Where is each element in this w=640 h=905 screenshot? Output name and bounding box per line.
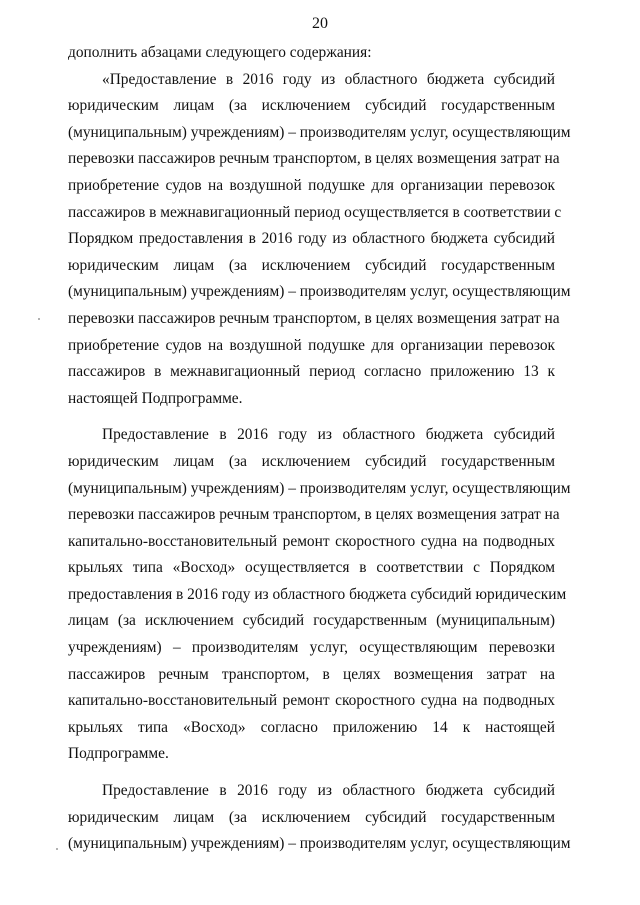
text-line: перевозки пассажиров речным транспортом, в целях возмещения затрат на bbox=[68, 309, 560, 327]
text-line: (муниципальным) учреждениям) – производителям услуг, осуществляющим bbox=[68, 835, 571, 853]
text-line: «Предоставление в 2016 году из областного бюджета субсидий bbox=[102, 70, 555, 88]
page-number: 20 bbox=[312, 15, 328, 32]
text-line: учреждениям) – производителям услуг, осуществляющим перевозки bbox=[68, 639, 555, 657]
text-line: перевозки пассажиров речным транспортом, в целях возмещения затрат на bbox=[68, 506, 560, 524]
text-line: (муниципальным) учреждениям) – производителям услуг, осуществляющим bbox=[68, 479, 571, 497]
text-line: настоящей Подпрограмме. bbox=[68, 389, 243, 407]
text-line: крыльях типа «Восход» согласно приложению 14 к настоящей bbox=[68, 718, 555, 736]
text-line: капитально-восстановительный ремонт скоростного судна на подводных bbox=[68, 532, 555, 550]
text-line: Предоставление в 2016 году из областного бюджета субсидий bbox=[102, 426, 555, 444]
text-line: предоставления в 2016 году из областного бюджета субсидий юридическим bbox=[68, 585, 567, 603]
text-line: капитально-восстановительный ремонт скоростного судна на подводных bbox=[68, 692, 555, 710]
text-line: (муниципальным) учреждениям) – производителям услуг, осуществляющим bbox=[68, 123, 571, 141]
paragraph-gap bbox=[68, 412, 555, 422]
text-line: юридическим лицам (за исключением субсидий государственным bbox=[68, 97, 555, 115]
text-line: лицам (за исключением субсидий государственным (муниципальным) bbox=[68, 612, 555, 630]
paragraph bbox=[68, 67, 571, 413]
scan-speck bbox=[56, 848, 58, 850]
text-line: приобретение судов на воздушной подушке для организации перевозок bbox=[68, 336, 555, 354]
paragraph bbox=[68, 778, 571, 858]
text-line: перевозки пассажиров речным транспортом, в целях возмещения затрат на bbox=[68, 150, 560, 168]
paragraph-gap bbox=[68, 768, 555, 778]
text-line: Порядком предоставления в 2016 году из областного бюджета субсидий bbox=[68, 230, 555, 248]
text-line: (муниципальным) учреждениям) – производителям услуг, осуществляющим bbox=[68, 283, 571, 301]
text-line: пассажиров в межнавигационный период согласно приложению 13 к bbox=[68, 363, 555, 381]
text-line: юридическим лицам (за исключением субсидий государственным bbox=[68, 808, 555, 826]
document-body bbox=[68, 40, 571, 858]
text-line: юридическим лицам (за исключением субсидий государственным bbox=[68, 452, 555, 470]
text-line: Предоставление в 2016 году из областного бюджета субсидий bbox=[102, 782, 555, 800]
text-line: Подпрограмме. bbox=[68, 745, 169, 763]
paragraph bbox=[68, 40, 555, 67]
text-line: дополнить абзацами следующего содержания: bbox=[68, 44, 372, 61]
text-line: приобретение судов на воздушной подушке для организации перевозок bbox=[68, 176, 555, 194]
scan-speck bbox=[38, 318, 40, 320]
text-line: крыльях типа «Восход» осуществляется в соответствии с Порядком bbox=[68, 559, 555, 577]
paragraph bbox=[68, 422, 571, 768]
text-line: пассажиров в межнавигационный период осуществляется в соответствии с bbox=[68, 203, 562, 221]
text-line: юридическим лицам (за исключением субсидий государственным bbox=[68, 256, 555, 274]
text-line: пассажиров речным транспортом, в целях возмещения затрат на bbox=[68, 665, 555, 683]
